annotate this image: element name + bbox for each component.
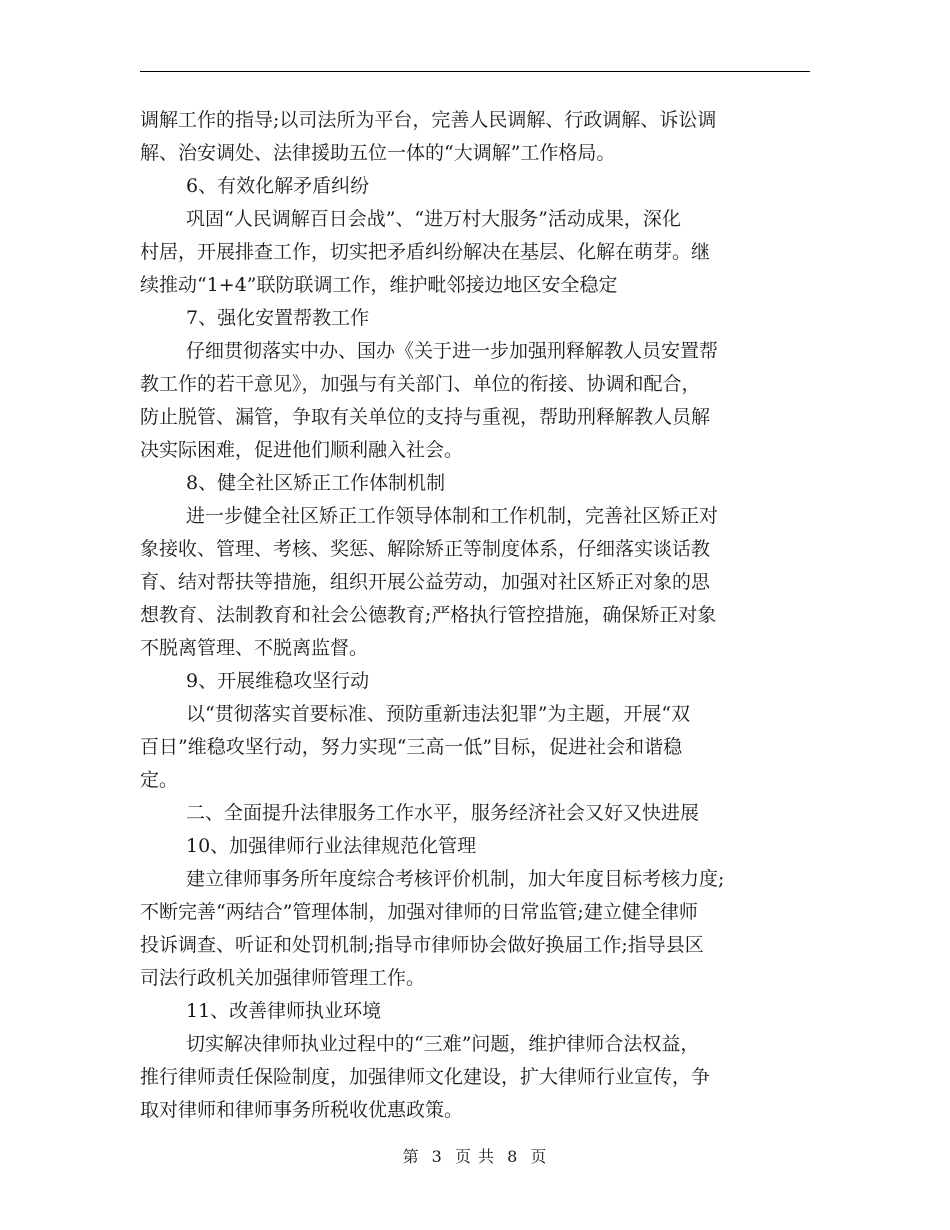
text-line: 进一步健全社区矫正工作领导体制和工作机制，完善社区矫正对: [186, 505, 719, 527]
text-line: 想教育、法制教育和社会公德教育;严格执行管控措施，确保矫正对象: [140, 604, 717, 626]
text-line: 推行律师责任保险制度，加强律师文化建设，扩大律师行业宣传，争: [140, 1066, 711, 1088]
page-label-mid: 页 共: [454, 1147, 496, 1166]
text-line: 续推动“1+4”联防联调工作，维护毗邻接边地区安全稳定: [140, 274, 618, 296]
text-line: 教工作的若干意见》，加强与有关部门、单位的衔接、协调和配合，: [140, 373, 701, 395]
text-line: 百日”维稳攻坚行动，努力实现“三高一低”目标，促进社会和谐稳: [140, 736, 683, 758]
section-heading: 9、开展维稳攻坚行动: [186, 670, 370, 692]
total-pages-number: 8: [507, 1147, 519, 1166]
text-line: 不断完善“两结合”管理体制，加强对律师的日常监管;建立健全律师: [140, 901, 698, 923]
header-rule: [140, 71, 810, 72]
text-line: 解、治安调处、法律援助五位一体的“大调解”工作格局。: [140, 142, 616, 164]
text-line: 决实际困难，促进他们顺利融入社会。: [140, 439, 464, 461]
page-label-suffix: 页: [530, 1147, 548, 1166]
section-heading: 7、强化安置帮教工作: [186, 307, 370, 329]
text-line: 象接收、管理、考核、奖惩、解除矫正等制度体系，仔细落实谈话教: [140, 538, 711, 560]
section-heading: 10、加强律师行业法律规范化管理: [186, 835, 477, 857]
section-heading: 二、全面提升法律服务工作水平，服务经济社会又好又快进展: [186, 802, 700, 824]
page-footer: [0, 1146, 950, 1168]
section-heading: 6、有效化解矛盾纠纷: [186, 175, 370, 197]
text-line: 司法行政机关加强律师管理工作。: [140, 967, 426, 989]
page-label-prefix: 第: [402, 1147, 420, 1166]
text-line: 仔细贯彻落实中办、国办《关于进一步加强刑释解教人员安置帮: [186, 340, 719, 362]
section-heading: 11、改善律师执业环境: [186, 1000, 382, 1022]
text-line: 村居，开展排查工作，切实把矛盾纠纷解决在基层、化解在萌芽。继: [140, 241, 711, 263]
text-line: 建立律师事务所年度综合考核评价机制，加大年度目标考核力度;: [186, 868, 725, 890]
document-body: [140, 104, 810, 1127]
text-line: 巩固“人民调解百日会战”、“进万村大服务”活动成果，深化: [186, 208, 681, 230]
text-line: 投诉调查、听证和处罚机制;指导市律师协会做好换届工作;指导县区: [140, 934, 704, 956]
text-line: 以“贯彻落实首要标准、预防重新违法犯罪”为主题，开展“双: [186, 703, 691, 725]
current-page-number: 3: [431, 1147, 443, 1166]
text-line: 切实解决律师执业过程中的“三难”问题，维护律师合法权益，: [186, 1033, 700, 1055]
text-line: 育、结对帮扶等措施，组织开展公益劳动，加强对社区矫正对象的思: [140, 571, 711, 593]
text-line: 调解工作的指导;以司法所为平台，完善人民调解、行政调解、诉讼调: [140, 109, 717, 131]
text-line: 防止脱管、漏管，争取有关单位的支持与重视，帮助刑释解教人员解: [140, 406, 711, 428]
text-line: 取对律师和律师事务所税收优惠政策。: [140, 1099, 464, 1121]
text-line: 不脱离管理、不脱离监督。: [140, 637, 369, 659]
text-line: 定。: [140, 769, 179, 791]
section-heading: 8、健全社区矫正工作体制机制: [186, 472, 446, 494]
